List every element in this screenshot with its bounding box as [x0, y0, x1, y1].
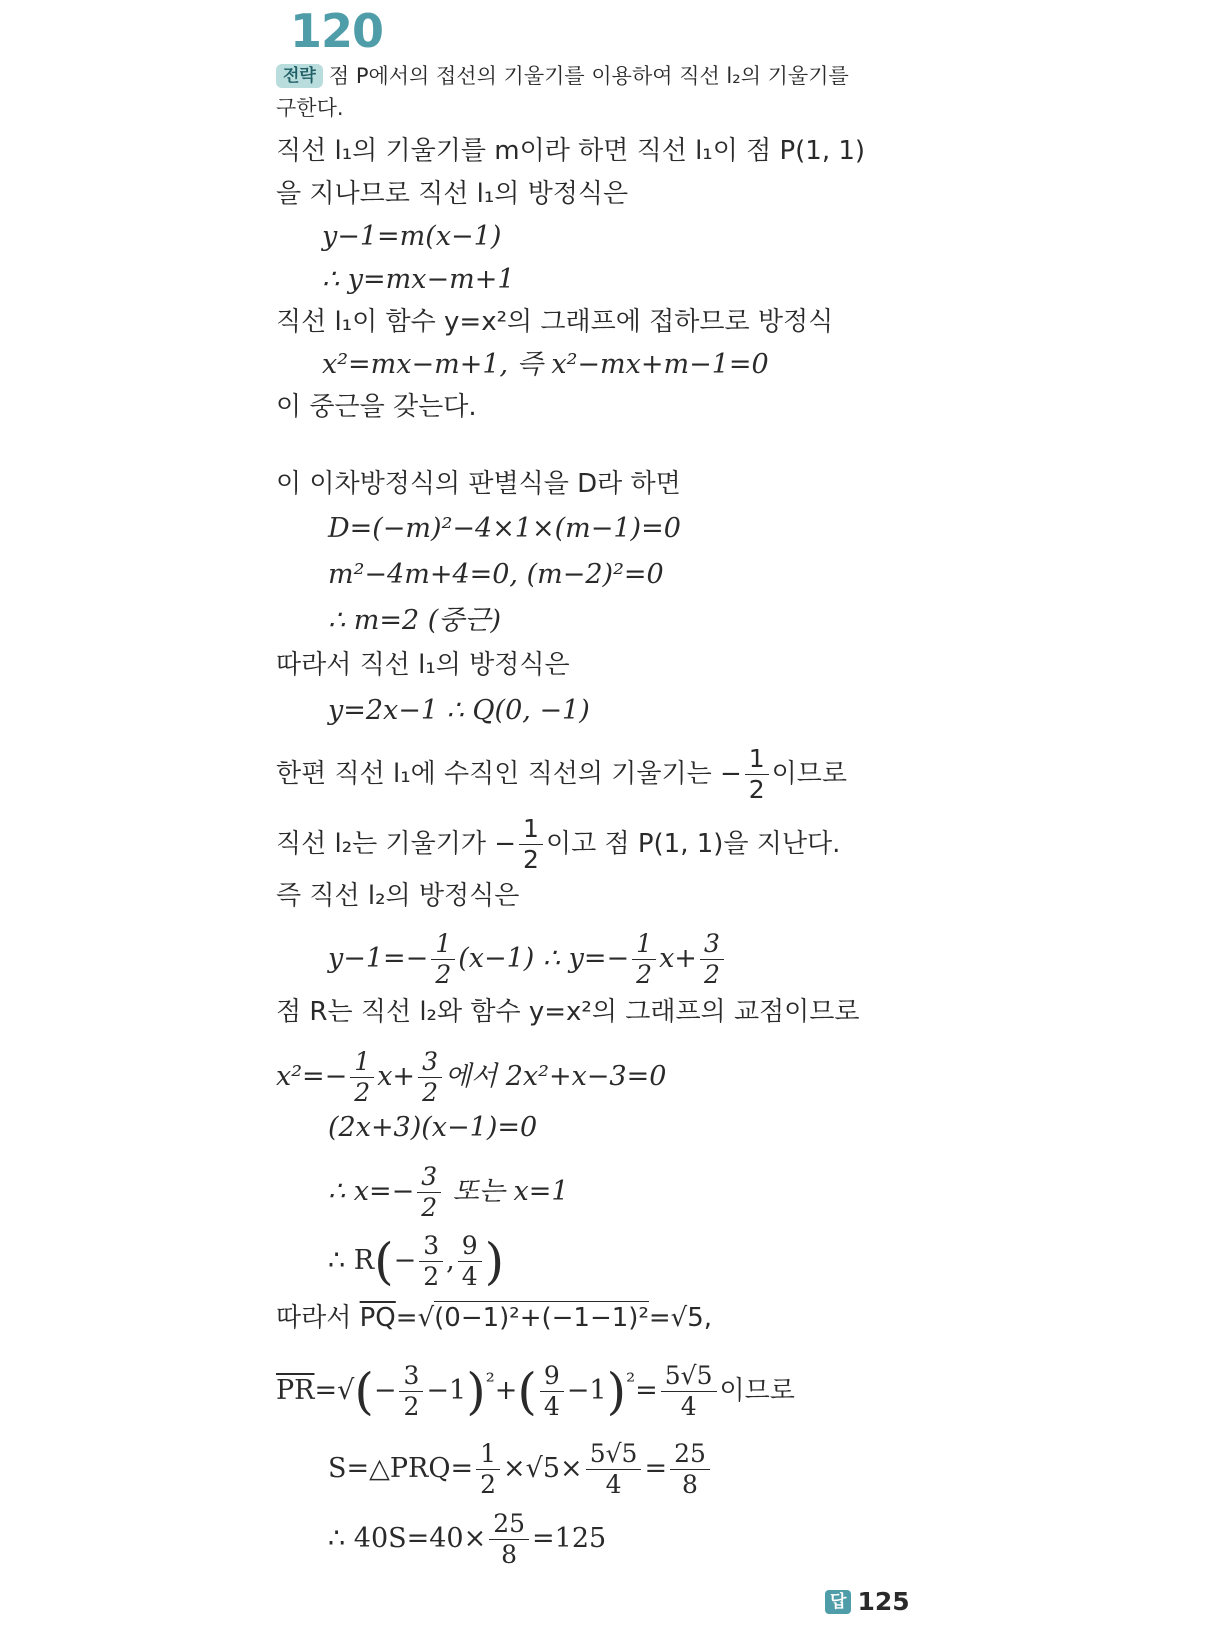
fraction	[519, 815, 543, 874]
problem-number: 120	[290, 4, 384, 58]
pr-length-line: $\overline{PR}=√(-$ $\frac{3}{2}$ −1)$^{^2}$+( $\frac{9}{4}$ −1)$^{^2}$= $\frac{5√5}{4}$ 이므로	[276, 1361, 795, 1421]
right-paren: )	[484, 1232, 505, 1291]
strategy-badge: 전략	[276, 64, 323, 88]
fraction	[431, 930, 455, 989]
right-paren: )	[606, 1362, 627, 1421]
text-segment: 따라서	[276, 1303, 360, 1333]
radicand: (0−1)²+(−1−1)²	[434, 1303, 649, 1333]
numerator: 9	[458, 1232, 482, 1262]
equation-line: y=2x−1 ∴ Q(0, −1)	[328, 695, 590, 726]
denominator: 2	[422, 1078, 438, 1107]
denominator: 8	[682, 1470, 698, 1499]
text-segment: 한편 직선 l₁에 수직인 직선의 기울기는 −	[276, 759, 742, 789]
l2-equation-line	[328, 930, 727, 989]
text-line: 이 중근을 갖는다.	[276, 392, 477, 422]
answer-value: 125	[857, 1587, 910, 1616]
superscript: ²	[626, 1369, 636, 1395]
fraction	[417, 1163, 441, 1222]
text-segment: 직선 l₂는 기울기가 −	[276, 829, 517, 859]
text-segment: x+	[659, 943, 697, 974]
strategy-line-1	[276, 60, 849, 92]
left-paren: (	[374, 1232, 394, 1291]
denominator: 2	[354, 1078, 371, 1107]
text-segment: ∴ x=−	[328, 1176, 415, 1207]
numerator: 1	[350, 1048, 374, 1078]
fraction	[419, 1232, 443, 1291]
right-paren: )	[466, 1362, 486, 1421]
text-line: 점 R는 직선 l₂와 함수 y=x²의 그래프의 교점이므로	[276, 997, 860, 1027]
text-segment: 또는 x=1	[444, 1176, 569, 1207]
pq-length-line	[276, 1298, 712, 1338]
text-segment: x+	[377, 1061, 416, 1092]
denominator: 4	[605, 1470, 622, 1499]
left-paren: (	[354, 1362, 374, 1421]
denominator: 2	[435, 960, 452, 989]
text-segment: x²=−	[276, 1061, 348, 1092]
text-segment: =√5,	[648, 1303, 713, 1333]
numerator: 1	[431, 930, 455, 960]
text-line: 이 이차방정식의 판별식을 D라 하면	[276, 469, 681, 499]
text-segment: ×√5×	[503, 1453, 583, 1484]
numerator: 5√5	[661, 1362, 717, 1392]
denominator: 2	[421, 1193, 438, 1222]
area-line	[328, 1440, 713, 1499]
denominator: 2	[748, 775, 765, 804]
segment-pr: $\overline{PR}$	[276, 1375, 315, 1406]
text-segment: y−1=−	[328, 943, 429, 974]
text-segment: 에서 2x²+x−3=0	[444, 1061, 667, 1092]
perpendicular-slope-line	[276, 745, 847, 804]
text-segment: =√	[395, 1303, 435, 1333]
final-line	[328, 1510, 606, 1569]
denominator: 8	[501, 1540, 518, 1569]
fraction	[661, 1362, 717, 1421]
text-line: 을 지나므로 직선 l₁의 방정식은	[276, 179, 629, 209]
text-segment: 이고 점 P(1, 1)을 지난다.	[545, 829, 841, 859]
text-segment: =	[635, 1375, 658, 1406]
fraction	[418, 1048, 442, 1107]
numerator: 3	[700, 930, 724, 960]
numerator: 3	[418, 1048, 442, 1078]
equation-line: ∴ m=2 (중근)	[328, 605, 501, 636]
text-segment: −1	[426, 1375, 467, 1406]
left-paren: (	[517, 1362, 537, 1421]
equation-line: x²=mx−m+1, 즉 x²−mx+m−1=0	[322, 349, 769, 380]
strategy-text-1: 점 P에서의 접선의 기울기를 이용하여 직선 l₂의 기울기를	[328, 64, 849, 88]
text-line: 직선 l₁의 기울기를 m이라 하면 직선 l₁이 점 P(1, 1)	[276, 136, 866, 166]
superscript: ²	[485, 1369, 495, 1395]
fraction	[399, 1362, 423, 1421]
text-segment: −1	[566, 1375, 607, 1406]
fraction	[458, 1232, 482, 1291]
numerator: 3	[399, 1362, 423, 1392]
text-segment: =	[644, 1453, 668, 1484]
denominator: 4	[680, 1392, 697, 1421]
intersection-equation-line	[276, 1048, 666, 1107]
equation-line: ∴ y=mx−m+1	[322, 264, 515, 295]
equation-line: D=(−m)²−4×1×(m−1)=0	[328, 513, 681, 544]
numerator: 25	[489, 1510, 529, 1540]
numerator: 3	[417, 1163, 441, 1193]
denominator: 2	[523, 845, 539, 874]
denominator: 2	[703, 960, 720, 989]
text-segment: =125	[532, 1523, 607, 1554]
equation-line: (2x+3)(x−1)=0	[328, 1112, 538, 1143]
segment-pq: $\overline{PQ}$	[359, 1303, 396, 1333]
answer-mark	[825, 1587, 910, 1616]
numerator: 1	[632, 930, 656, 960]
numerator: 1	[476, 1440, 500, 1470]
numerator: 1	[745, 745, 769, 775]
text-segment: 이므로	[719, 1376, 795, 1406]
equation-line: y−1=m(x−1)	[322, 221, 502, 252]
denominator: 4	[461, 1262, 478, 1291]
text-segment: =√	[314, 1375, 355, 1406]
equation-line: m²−4m+4=0, (m−2)²=0	[328, 559, 664, 590]
l2-slope-line	[276, 815, 840, 874]
fraction	[745, 745, 769, 804]
text-segment: ∴ 40S=40×	[328, 1523, 487, 1554]
numerator: 5√5	[586, 1440, 642, 1470]
numerator: 1	[519, 815, 543, 845]
fraction	[632, 930, 656, 989]
text-line: 직선 l₁이 함수 y=x²의 그래프에 접하므로 방정식	[276, 307, 834, 337]
denominator: 2	[423, 1262, 440, 1291]
denominator: 2	[480, 1470, 497, 1499]
denominator: 4	[543, 1392, 560, 1421]
fraction	[586, 1440, 642, 1499]
text-segment: ,	[446, 1245, 455, 1276]
fraction	[489, 1510, 529, 1569]
denominator: 2	[636, 960, 653, 989]
answer-badge: 답	[825, 1590, 851, 1614]
denominator: 2	[403, 1392, 420, 1421]
fraction	[476, 1440, 500, 1499]
fraction	[350, 1048, 374, 1107]
text-segment: +	[494, 1375, 518, 1406]
text-segment: 이므로	[771, 759, 848, 789]
text-line: 즉 직선 l₂의 방정식은	[276, 881, 520, 911]
text-segment: S=△PRQ=	[328, 1453, 474, 1484]
fraction	[670, 1440, 710, 1499]
numerator: 3	[419, 1232, 443, 1262]
text-line: 따라서 직선 l₁의 방정식은	[276, 650, 570, 680]
text-segment: (x−1) ∴ y=−	[458, 943, 630, 974]
strategy-line-2: 구한다.	[276, 96, 344, 120]
fraction	[540, 1362, 564, 1421]
x-solution-line	[328, 1163, 569, 1222]
numerator: 9	[540, 1362, 564, 1392]
numerator: 25	[670, 1440, 710, 1470]
fraction	[700, 930, 724, 989]
r-point-line: ∴ R(− $\frac{3}{2}$ , $\frac{9}{4}$ )	[328, 1231, 505, 1291]
text-segment: ∴ R	[328, 1245, 375, 1276]
